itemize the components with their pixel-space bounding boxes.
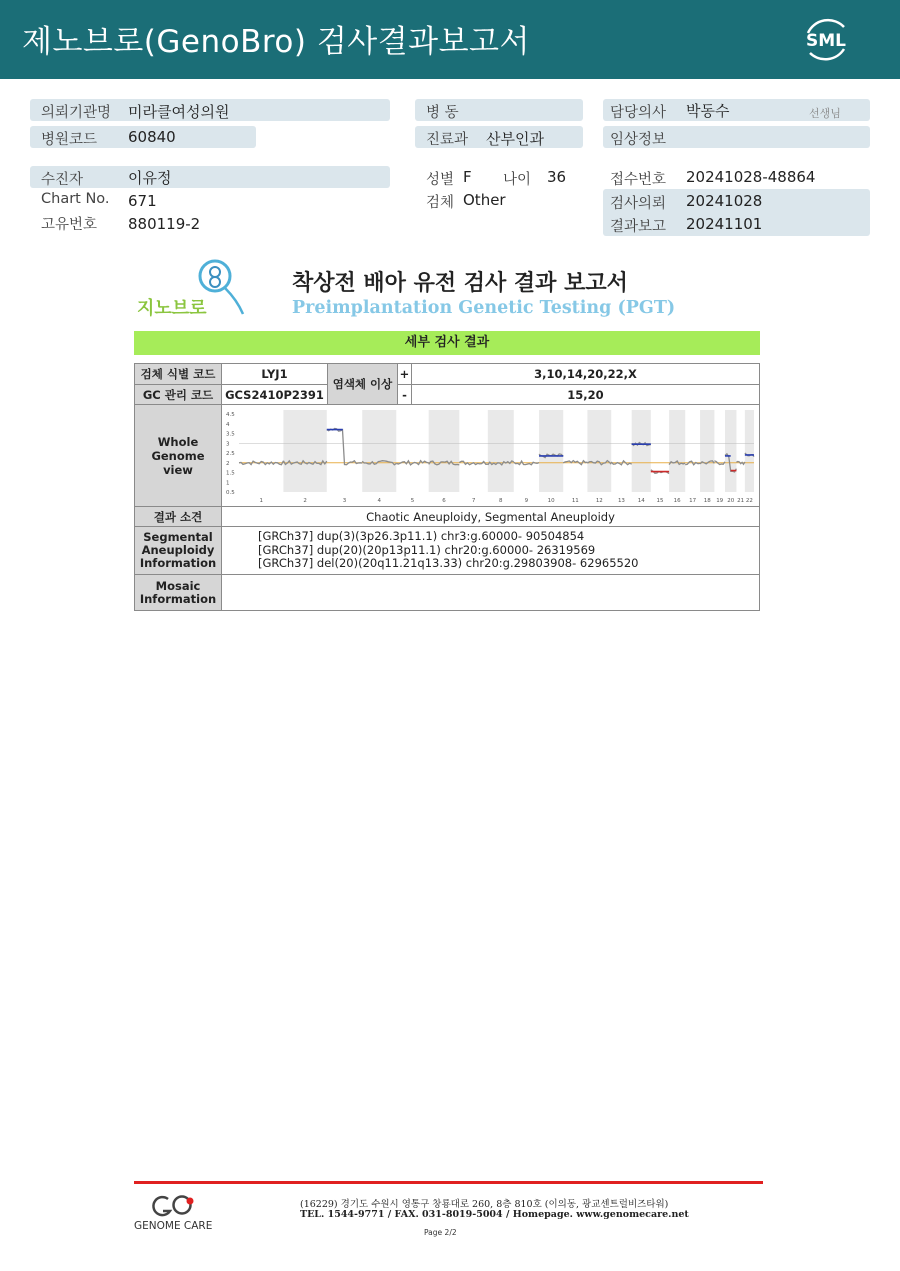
y-tick-label: 3.5 [226,431,235,437]
footer-contact: TEL. 1544-9771 / FAX. 031-8019-5004 / Homepage. www.genomecare.net [300,1209,689,1220]
hospital-code-label: 병원코드 [41,132,98,148]
chrom-abnormal-label: 염색체 이상 [328,364,398,405]
department-label: 진료과 [426,132,469,148]
institution-label: 의뢰기관명 [41,105,112,121]
x-tick-label: 2 [303,497,307,504]
mosaic-label: Mosaic Information [135,575,222,611]
genobro-logo-text: 지노브로 [137,298,207,319]
report-date-value: 20241101 [686,215,763,233]
footer-divider [134,1181,763,1184]
x-tick-label: 20 [727,497,735,504]
chromosome-band [725,410,736,492]
x-tick-label: 17 [689,497,697,504]
chromosome-band [587,410,611,492]
chromosome-band [429,410,460,492]
result-table [134,363,760,611]
y-tick-label: 1.5 [226,470,235,476]
minus-chromosomes: 15,20 [412,385,760,405]
copy-number-trace [327,428,362,464]
plus-sign: + [398,364,412,385]
unique-no-value: 880119-2 [128,215,201,233]
x-tick-label: 15 [656,497,664,504]
x-tick-label: 19 [716,497,724,504]
chromosome-band [539,410,563,492]
segmental-line: [GRCh37] dup(20)(20p13p11.1) chr20:g.60000- 26319569 [258,542,596,557]
request-date-value: 20241028 [686,192,763,210]
y-tick-label: 2.5 [226,450,235,457]
doctor-value: 박동수 [686,102,730,120]
x-tick-label: 18 [703,497,711,504]
chromosome-band [745,410,754,492]
specimen-value: Other [463,191,506,209]
x-tick-label: 1 [259,497,263,504]
conclusion-value: Chaotic Aneuploidy, Segmental Aneuploidy [222,507,760,527]
conclusion-label: 결과 소견 [135,507,222,527]
x-tick-label: 4 [377,497,382,504]
doctor-label: 담당의사 [610,105,667,121]
receipt-no-value: 20241028-48864 [686,168,816,186]
sml-logo [800,13,852,65]
specimen-id-label: 검체 식별 코드 [135,364,222,385]
chart-no-value: 671 [128,192,157,210]
request-date-label: 검사의뢰 [610,196,667,212]
examinee-row [30,166,390,188]
segmental-line: [GRCh37] del(20)(20q11.21q13.33) chr20:g.29803908- 62965520 [258,556,639,571]
x-tick-label: 10 [547,497,555,504]
clinical-info-label: 임상정보 [610,132,667,148]
sex-value: F [463,168,472,186]
doctor-suffix: 선생님 [809,107,841,120]
segmental-info [222,527,760,575]
x-tick-label: 13 [617,497,625,504]
x-tick-label: 6 [442,497,446,504]
sml-logo-text: SML [806,31,846,51]
x-tick-label: 9 [524,497,529,504]
y-tick-label: 3 [226,440,230,447]
x-tick-label: 5 [410,497,415,504]
mosaic-value [222,575,760,611]
segmental-line: [GRCh37] dup(3)(3p26.3p11.1) chr3:g.60000- 90504854 [258,529,585,544]
chromosome-band [669,410,685,492]
y-tick-label: 1 [226,479,230,486]
age-label: 나이 [503,172,532,188]
whole-genome-plot [222,406,758,506]
y-tick-label: 2 [226,460,230,467]
y-tick-label: 4 [226,421,230,428]
genome-view-label: Whole Genome view [135,405,222,507]
x-tick-label: 7 [471,497,476,504]
chromosome-band [362,410,396,492]
x-tick-label: 22 [745,497,753,504]
segmental-label: Segmental Aneuploidy Information [135,527,222,575]
page-title: 제노브로(GenoBro) 검사결과보고서 [22,24,530,60]
minus-sign: - [398,385,412,405]
examinee-label: 수진자 [41,172,84,188]
plus-chromosomes: 3,10,14,20,22,X [412,364,760,385]
footer-address: (16229) 경기도 수원시 영통구 창룡대로 260, 8층 810호 (이의동, 광교센트럴비즈타워) [300,1199,669,1210]
specimen-id-value: LYJ1 [222,364,328,385]
report-title-ko: 착상전 배아 유전 검사 결과 보고서 [292,271,628,296]
receipt-no-label: 접수번호 [610,172,667,188]
sex-label: 성별 [426,172,455,188]
hospital-code-value: 60840 [128,128,176,146]
gc-code-value: GCS2410P2391 [222,385,328,405]
x-tick-label: 8 [499,497,503,504]
genobro-logo [135,258,250,320]
chromosome-band [488,410,514,492]
chromosome-band [632,410,651,492]
y-tick-label: 4.5 [226,411,235,418]
unique-no-label: 고유번호 [41,217,98,233]
department-value: 산부인과 [486,130,544,148]
section-title: 세부 검사 결과 [134,331,760,355]
report-date-label: 결과보고 [610,219,667,235]
examinee-value: 이유정 [128,169,172,187]
x-tick-label: 21 [737,497,745,504]
gc-code-label: GC 관리 코드 [135,385,222,405]
genome-care-logo-text: GENOME CARE [134,1220,213,1232]
genome-care-logo [134,1192,226,1232]
x-tick-label: 14 [637,497,645,504]
chart-no-label: Chart No. [41,191,110,207]
chromosome-band [283,410,326,492]
x-tick-label: 16 [673,497,681,504]
y-tick-label: 0.5 [226,489,235,496]
chromosome-band [700,410,714,492]
age-value: 36 [547,168,567,186]
ward-label: 병 동 [426,105,459,121]
report-title-en: Preimplantation Genetic Testing (PGT) [292,298,676,318]
x-tick-label: 11 [571,497,579,504]
x-tick-label: 12 [595,497,603,504]
page-number: Page 2/2 [424,1228,457,1237]
genome-view-cell [222,405,760,507]
specimen-label: 검체 [426,195,455,211]
x-tick-label: 3 [342,497,347,504]
institution-value: 미라클여성의원 [128,103,230,121]
